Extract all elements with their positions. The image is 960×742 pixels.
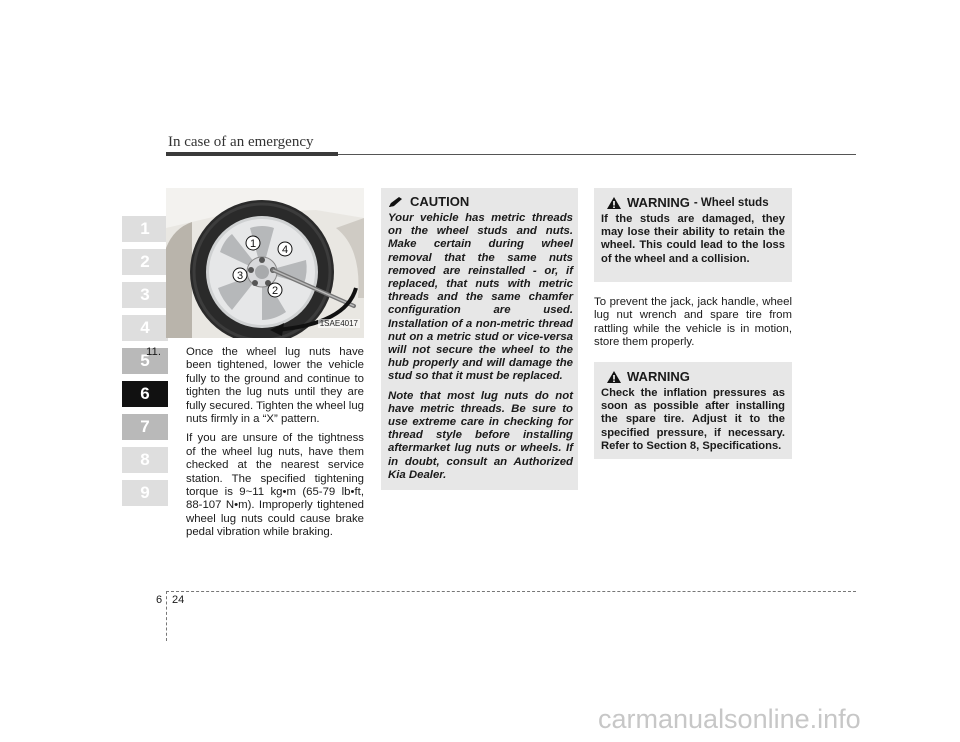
warning-subheading: - Wheel studs	[693, 196, 769, 209]
header-bar	[166, 152, 338, 156]
step-paragraph-1	[146, 346, 364, 426]
callout-3: 3	[236, 270, 244, 282]
pencil-icon	[388, 196, 404, 208]
chapter-tab-7[interactable]: 7	[122, 414, 168, 440]
warning-title: WARNING	[627, 195, 690, 210]
warning-title-2: WARNING	[627, 369, 690, 384]
warning-inflation-text: Check the inflation pressures as soon as possible after installing the spare tire. Adjust it to the specified pressure, if necessary. Refer to Section 8, Specifications.	[601, 387, 785, 452]
chapter-tab-5[interactable]: 5	[122, 348, 168, 374]
callout-4: 4	[281, 244, 289, 256]
wheel-photo	[166, 188, 364, 338]
warning-triangle-icon	[607, 197, 621, 209]
warning-heading-2	[601, 369, 785, 384]
site-watermark: carmanualsonline.info	[598, 704, 861, 734]
footer-rule	[166, 591, 856, 592]
warning-triangle-icon	[607, 371, 621, 383]
section-title: In case of an emergency	[168, 134, 314, 150]
footer-chapter-number: 6	[156, 594, 163, 606]
chapter-tab-2[interactable]: 2	[122, 249, 168, 275]
warning-studs-text: If the studs are damaged, they may lose their ability to retain the wheel. This could lead to the loss of the wheel and a collision.	[601, 213, 785, 265]
chapter-tab-1[interactable]: 1	[122, 216, 168, 242]
chapter-tab-6[interactable]: 6	[122, 381, 168, 407]
step-text-1: Once the wheel lug nuts have been tightened, lower the vehicle fully to the ground and continue to tighten the lug nuts until they are fully secured. Tighten the wheel lug nuts firmly in a “X” pattern.	[186, 346, 364, 426]
storage-paragraph: To prevent the jack, jack handle, wheel lug nut wrench and spare tire from rattling while the vehicle is in motion, store them properly.	[594, 296, 792, 349]
wheel-illustration	[166, 188, 364, 338]
caution-title: CAUTION	[410, 194, 470, 209]
photo-code: 1SAE4017	[319, 319, 358, 328]
chapter-tab-3[interactable]: 3	[122, 282, 168, 308]
footer-page-number: 24	[172, 594, 185, 606]
caution-heading	[388, 194, 573, 209]
callout-1: 1	[249, 238, 257, 250]
step-instructions	[146, 346, 364, 546]
step-paragraph-2: If you are unsure of the tightness of the wheel lug nuts, have them checked at the nearest service station. The specified tightening torque is 9~11 kg•m (65-79 lb•ft, 88-107 N•m). Improperly tightened wheel lug nuts could cause brake pedal vibration while braking.	[186, 432, 364, 539]
chapter-tabs	[122, 216, 168, 513]
warning-inflation-box	[594, 362, 792, 459]
warning-wheel-studs-box	[594, 188, 792, 282]
caution-box	[381, 188, 578, 490]
chapter-tab-9[interactable]: 9	[122, 480, 168, 506]
header-rule	[338, 154, 856, 155]
step-number: 11.	[146, 346, 161, 358]
footer-divider	[166, 591, 167, 641]
warning-heading	[601, 195, 785, 210]
chapter-tab-8[interactable]: 8	[122, 447, 168, 473]
caution-paragraph-1: Your vehicle has metric threads on the wheel studs and nuts. Make certain during wheel removal that the same nuts removed are reinstalled - or, if replaced, that nuts with metric threads and the same chamfer configuration are used. Installation of a non-metric thread nut on a metric stud or vice-versa will not secure the wheel to the hub properly and will damage the stud so that it must be replaced.	[388, 212, 573, 383]
chapter-tab-4[interactable]: 4	[122, 315, 168, 341]
caution-paragraph-2: Note that most lug nuts do not have metric threads. Be sure to use extreme care in checking for thread style before installing aftermarket lug nuts or wheels. If in doubt, consult an Authorized Kia Dealer.	[388, 389, 573, 481]
callout-2: 2	[271, 285, 279, 297]
